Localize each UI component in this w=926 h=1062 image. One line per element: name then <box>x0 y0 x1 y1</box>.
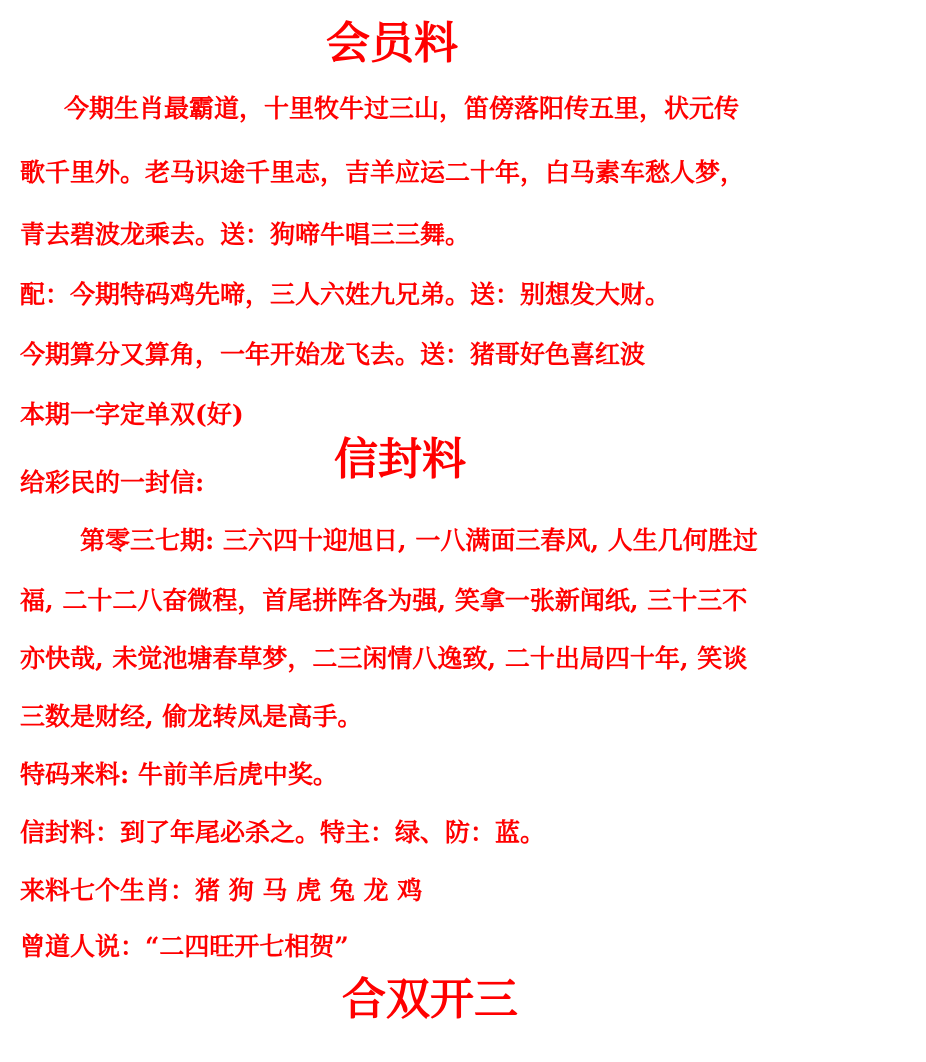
letter-line-5: 特码来料: 牛前羊后虎中奖。 <box>20 760 338 789</box>
letter-line-8: 曾道人说：“二四旺开七相贺” <box>20 932 349 961</box>
letter-line-4: 三数是财经, 偷龙转凤是高手。 <box>20 702 363 731</box>
letter-line-6: 信封料：到了年尾必杀之。特主：绿、防：蓝。 <box>20 818 546 847</box>
member-line-6: 本期一字定单双(好) <box>20 400 244 429</box>
member-line-2: 歌千里外。老马识途千里志，吉羊应运二十年，白马素车愁人梦， <box>20 158 746 187</box>
member-title: 会员料 <box>326 18 458 69</box>
letter-title: 信封料 <box>334 434 466 485</box>
letter-line-7: 来料七个生肖：猪 狗 马 虎 兔 龙 鸡 <box>20 876 423 905</box>
letter-line-1: 第零三七期: 三六四十迎旭日, 一八满面三春风, 人生几何胜过 <box>80 526 758 555</box>
member-line-4: 配：今期特码鸡先啼，三人六姓九兄弟。送：别想发大财。 <box>20 280 671 309</box>
member-line-3: 青去碧波龙乘去。送：狗啼牛唱三三舞。 <box>20 220 471 249</box>
letter-intro: 给彩民的一封信: <box>20 468 205 497</box>
member-line-5: 今期算分又算角，一年开始龙飞去。送：猪哥好色喜红波 <box>20 340 646 369</box>
letter-line-2: 福, 二十二八奋微程，首尾拼阵各为强, 笑拿一张新闻纸, 三十三不 <box>20 586 748 615</box>
footer-title: 合双开三 <box>342 974 518 1025</box>
letter-line-3: 亦快哉, 未觉池塘春草梦，二三闲情八逸致, 二十出局四十年, 笑谈 <box>20 644 748 673</box>
member-line-1: 今期生肖最霸道，十里牧牛过三山，笛傍落阳传五里，状元传 <box>64 94 740 123</box>
